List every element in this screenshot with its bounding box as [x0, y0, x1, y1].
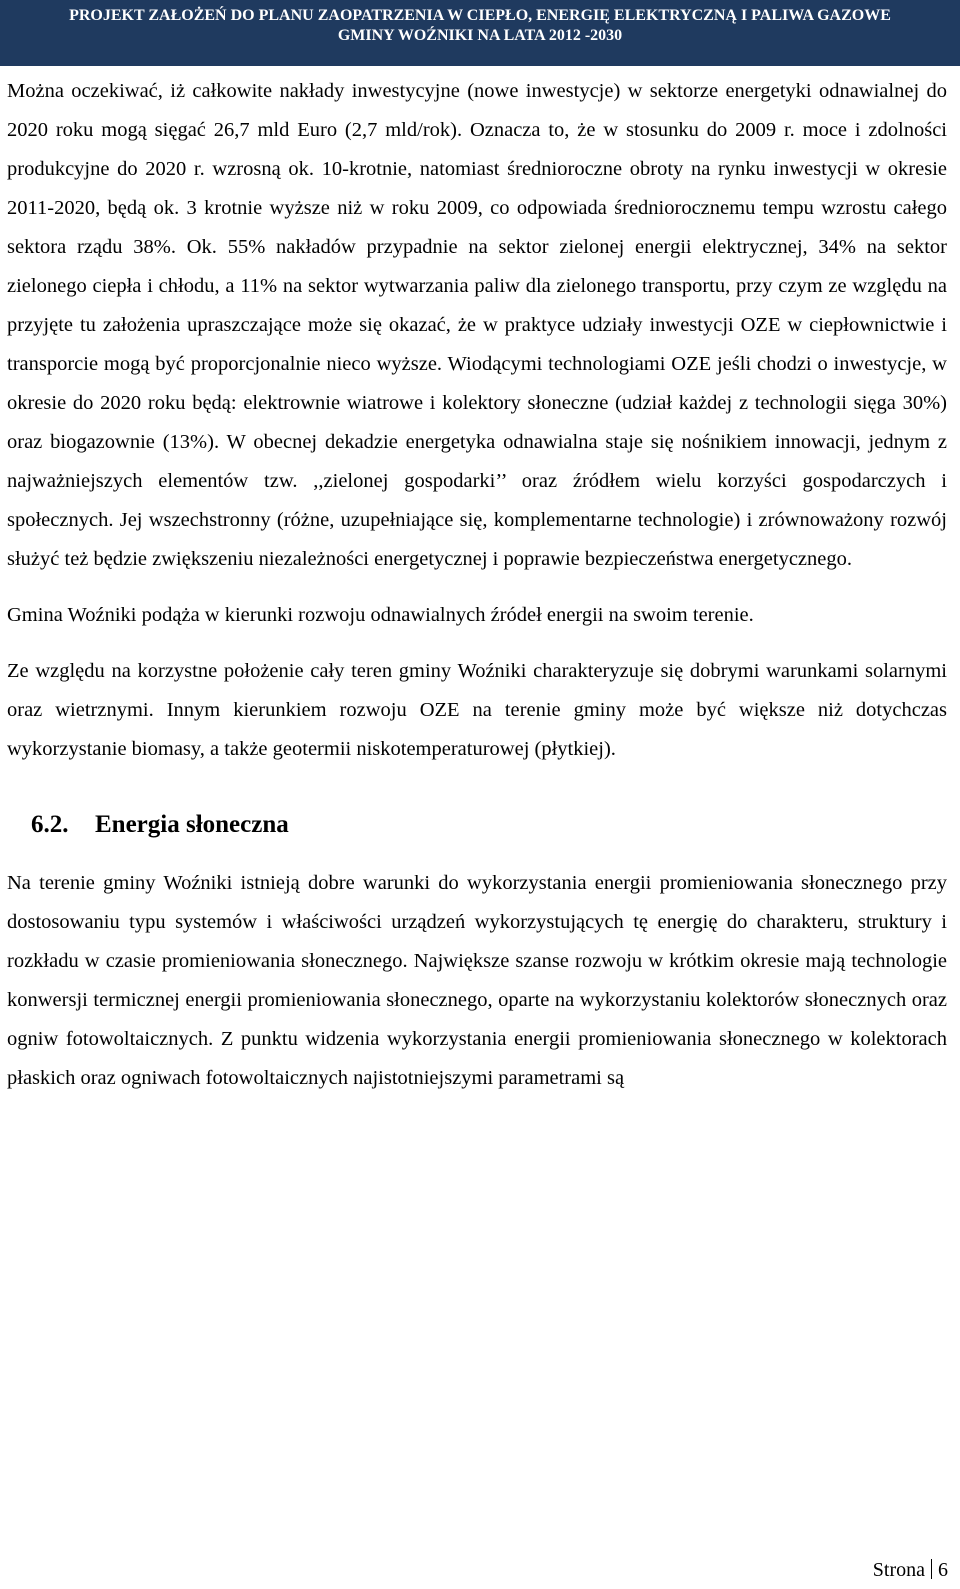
page-number-value: 6: [938, 1559, 948, 1581]
header-line-2: GMINY WOŹNIKI NA LATA 2012 -2030: [337, 27, 623, 44]
section-heading: [7, 803, 947, 847]
paragraph-location: Ze względu na korzystne położenie cały teren gminy Woźniki charakteryzuje się dobrymi warunkami solarnymi oraz wietrznymi. Innym kierunkiem rozwoju OZE na terenie gminy może być większe niż dotychczas wykorzystanie biomasy, a także geotermii niskotemperaturowej (płytkiej).: [7, 660, 947, 760]
footer-separator: [931, 1559, 932, 1579]
paragraph-investment: Można oczekiwać, iż całkowite nakłady inwestycyjne (nowe inwestycje) w sektorze energetyki odnawialnej do 2020 roku mogą sięgać 26,7 mld Euro (2,7 mld/rok). Oznacza to, że w stosunku do 2009 r. moce i zdolności produkcyjne do 2020 r. wzrosną ok. 10-krotnie, natomiast średnioroczne obroty na rynku inwestycji w okresie 2011-2020, będą ok. 3 krotnie wyższe niż w roku 2009, co odpowiada średniorocznemu tempu wzrostu całego sektora rządu 38%. Ok. 55% nakładów przypadnie na sektor zielonej energii elektrycznej, 34% na sektor zielonego ciepła i chłodu, a 11% na sektor wytwarzania paliw dla zielonego transportu, przy czym ze względu na przyjęte tu założenia upraszczające może się okazać, że w praktyce udziały inwestycji OZE w ciepłownictwie i transporcie mogą być proporcjonalnie nieco wyższe. Wiodącymi technologiami OZE jeśli chodzi o inwestycje, w okresie do 2020 roku będą: elektrownie wiatrowe i kolektory słoneczne (udział każdej z technologii sięga 30%) oraz biogazownie (13%). W obecnej dekadzie energetyka odnawialna staje się nośnikiem innowacji, jednym z najważniejszych elementów tzw. ,,zielonej gospodarki’’ oraz źródłem wielu korzyści gospodarczych i społecznych. Jej wszechstronny (różne, uzupełniające się, komplementarne technologie) i zrównoważony rozwój służyć też będzie zwiększeniu niezależności energetycznej i poprawie bezpieczeństwa energetycznego.: [7, 80, 947, 570]
header-line-1: PROJEKT ZAŁOŻEŃ DO PLANU ZAOPATRZENIA W CIEPŁO, ENERGIĘ ELEKTRYCZNĄ I PALIWA GAZOWE: [69, 7, 891, 24]
paragraph-gmina-direction: Gmina Woźniki podąża w kierunki rozwoju odnawialnych źródeł energii na swoim terenie.: [7, 604, 754, 626]
page-label: Strona: [872, 1559, 925, 1581]
section-number: 6.2.: [31, 811, 69, 838]
section-title: Energia słoneczna: [95, 811, 289, 838]
header-divider: [0, 64, 960, 66]
running-header: [0, 0, 960, 64]
page-number: [873, 1557, 948, 1583]
paragraph-solar: Na terenie gminy Woźniki istnieją dobre warunki do wykorzystania energii promieniowania słonecznego przy dostosowaniu typu systemów i właściwości urządzeń wykorzystujących tę energię do charakteru, struktury i rozkładu w czasie promieniowania słonecznego. Największe szanse rozwoju w krótkim okresie mają technologie konwersji termicznej energii promieniowania słonecznego, oparte na wykorzystaniu kolektorów słonecznych oraz ogniw fotowoltaicznych. Z punktu widzenia wykorzystania energii promieniowania słonecznego w kolektorach płaskich oraz ogniwach fotowoltaicznych najistotniejszymi parametrami są: [7, 872, 947, 1089]
document-body: [7, 72, 947, 1098]
